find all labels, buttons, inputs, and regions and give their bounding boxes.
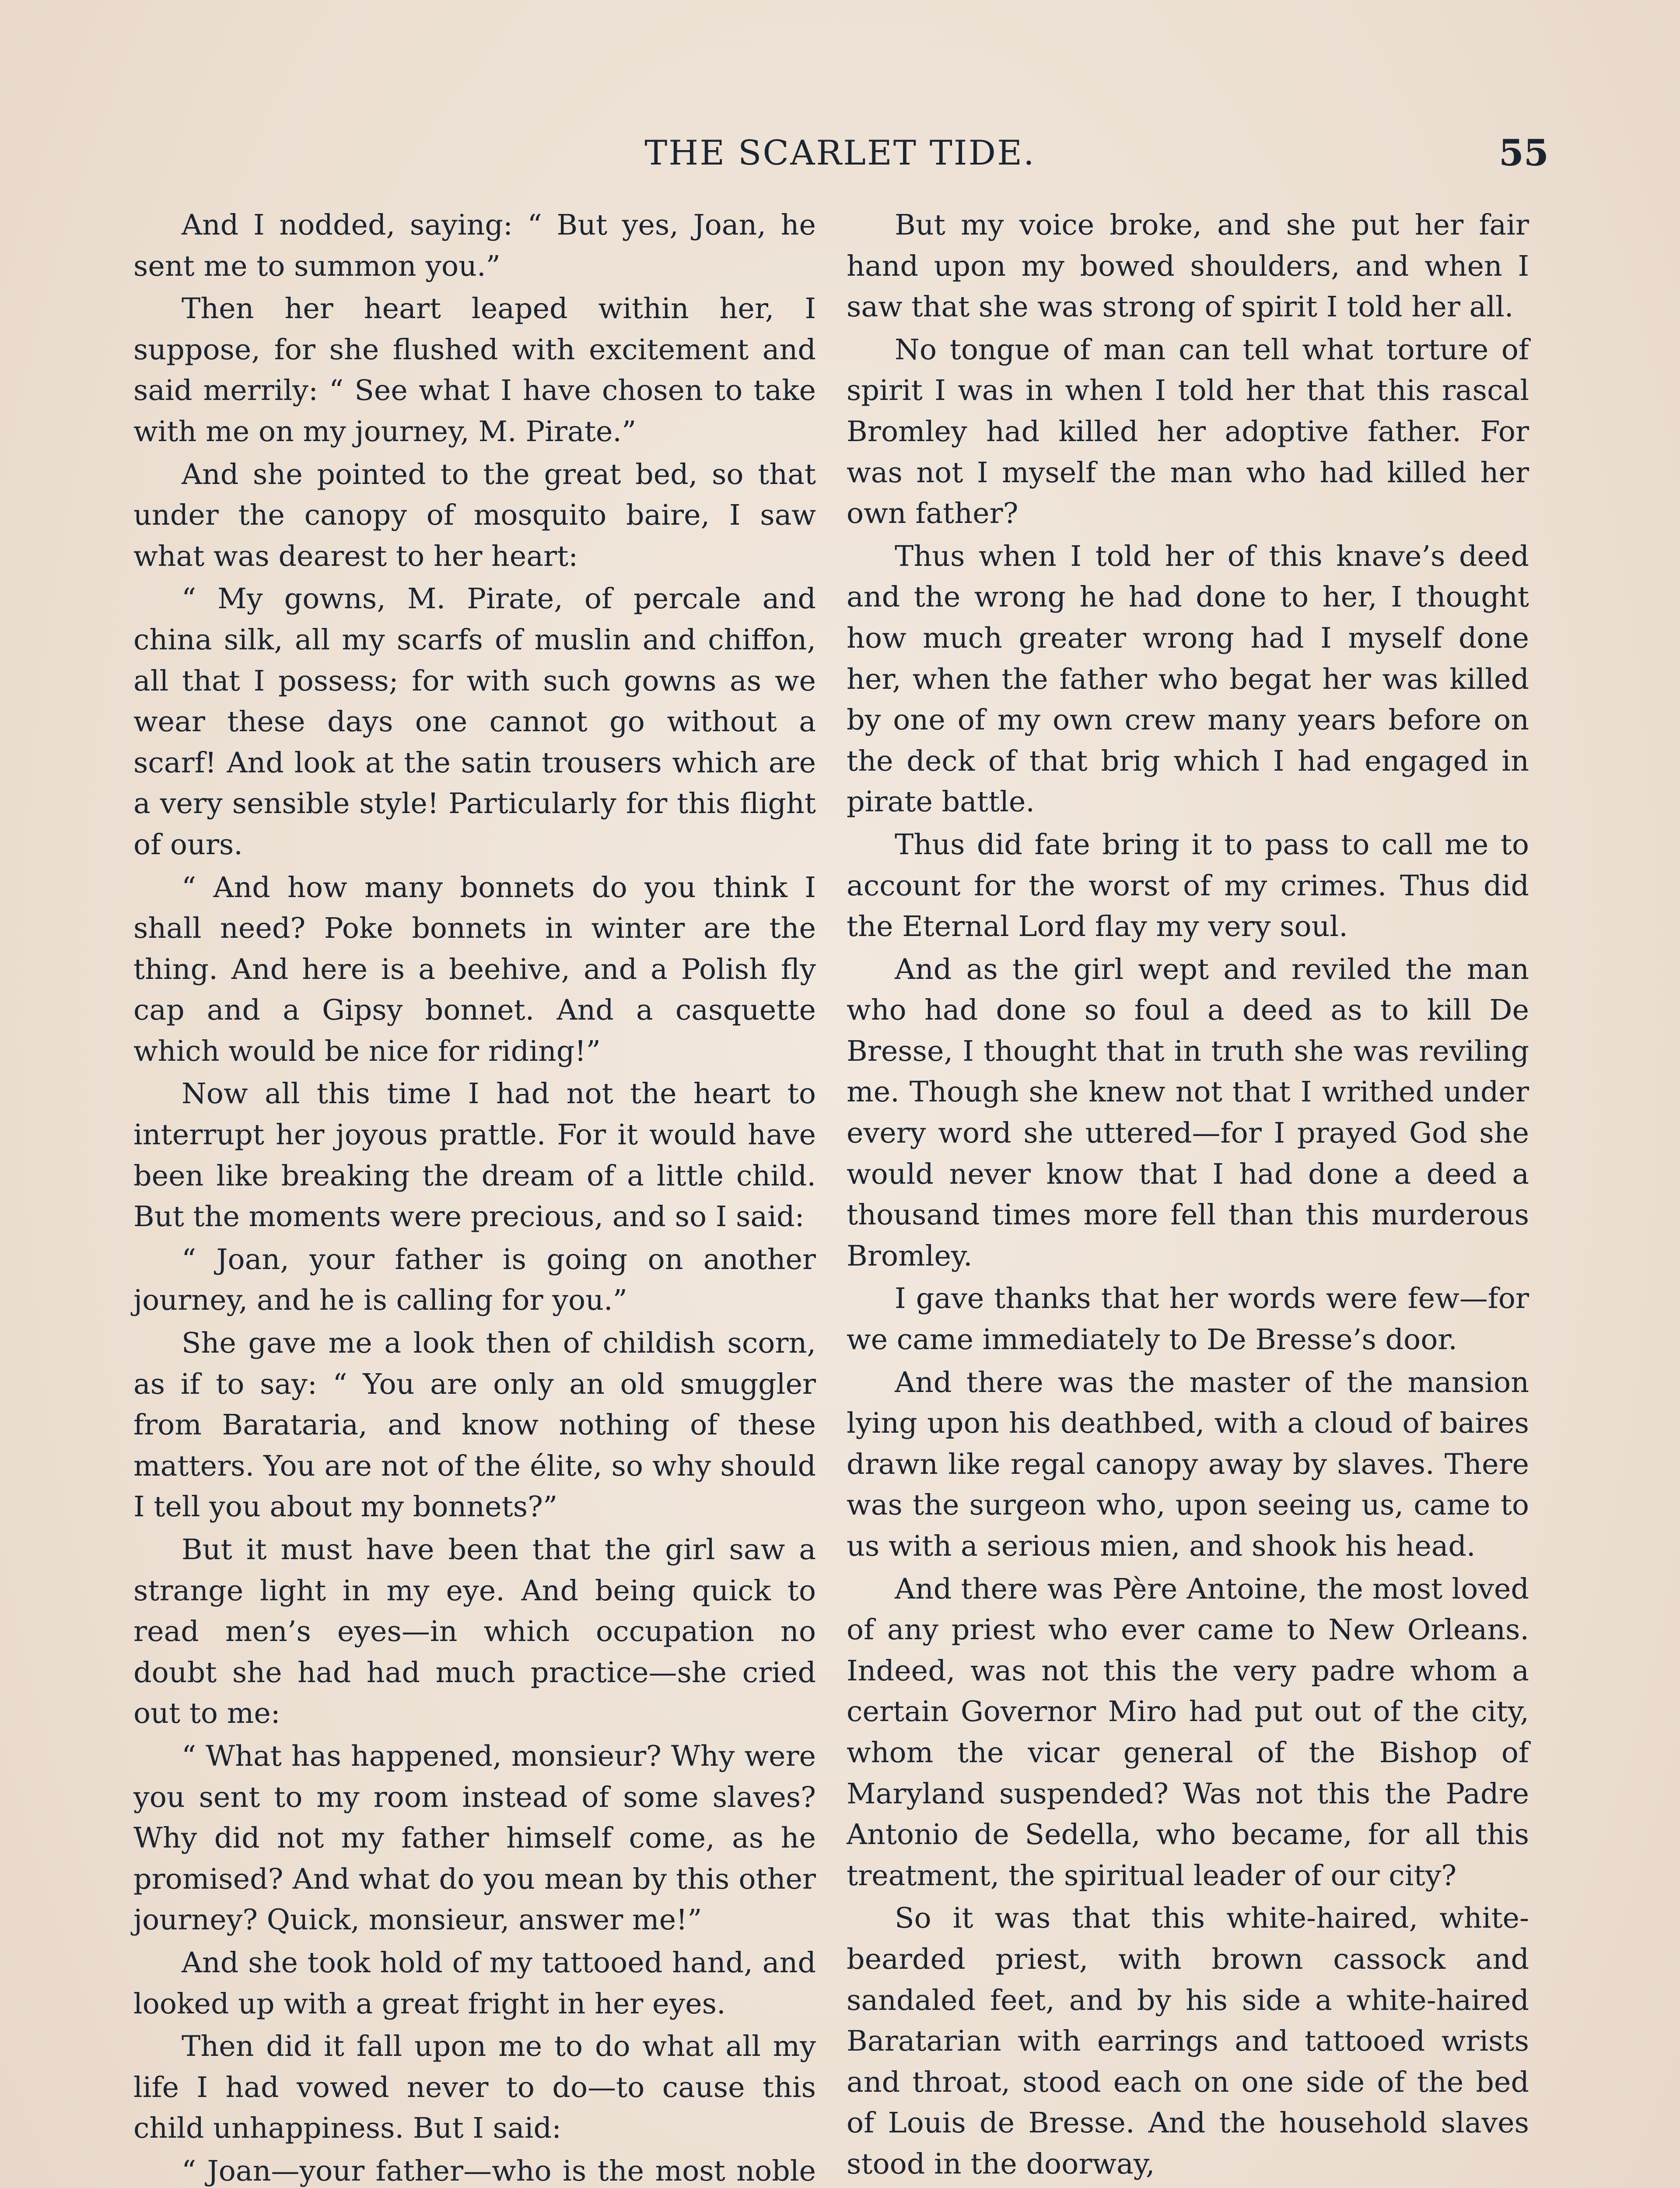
paragraph: Thus when I told her of this knave’s deed and the wrong he had done to her, I thought how much greater wrong had I myself done her, when the father who begat her was killed by one of my own crew many years before on the deck of that brig which I had engaged in pirate battle. [847, 540, 1529, 819]
paragraph: And she took hold of my tattooed hand, and looked up with a great fright in her eyes. [133, 1946, 816, 2020]
right-column [847, 205, 1529, 2187]
paragraph: And there was the master of the mansion lying upon his deathbed, with a cloud of baires drawn like regal canopy away by slaves. There was the surgeon who, upon seeing us, came to us with a serious mien, and shook his head. [847, 1366, 1529, 1563]
paragraph: But my voice broke, and she put her fair hand upon my bowed shoulders, and when I saw that she was strong of spirit I told her all. [847, 209, 1529, 324]
paragraph: And I nodded, saying: “ But yes, Joan, he sent me to summon you.” [133, 209, 816, 283]
paragraph: “ And how many bonnets do you think I shall need? Poke bonnets in winter are the thing. And here is a beehive, and a Polish fly cap and a Gipsy bonnet. And a casquette which would be nice for riding!” [133, 871, 816, 1068]
paragraph: Then did it fall upon me to do what all my life I had vowed never to do—to cause this child unhappiness. But I said: [133, 2030, 816, 2145]
paragraph: “ What has happened, monsieur? Why were you sent to my room instead of some slaves? Why did not my father himself come, as he promised? And what do you mean by this other journey? Quick, monsieur, answer me!” [133, 1739, 816, 1937]
paragraph: I gave thanks that her words were few—for we came immediately to De Bresse’s door. [847, 1282, 1529, 1357]
paragraph: “ My gowns, M. Pirate, of percale and china silk, all my scarfs of muslin and chiffon, all that I possess; for with such gowns as we wear these days one cannot go without a scarf! And look at the satin trousers which are a very sensible style! Particularly for this flight of ours. [133, 582, 816, 861]
left-column [133, 205, 816, 2188]
paragraph: And there was Père Antoine, the most loved of any priest who ever came to New Orleans. Indeed, was not this the very padre whom a certain Governor Miro had put out of the city, whom the vicar general of the Bishop of Maryland suspended? Was not this the Padre Antonio de Sedella, who became, for all this treatment, the spiritual leader of our city? [847, 1572, 1529, 1892]
paragraph: Thus did fate bring it to pass to call me to account for the worst of my crimes. Thus did the Eternal Lord flay my very soul. [847, 828, 1529, 943]
paragraph: But it must have been that the girl saw a strange light in my eye. And being quick to read men’s eyes—in which occupation no doubt she had had much practice—she cried out to me: [133, 1533, 816, 1730]
paragraph: Now all this time I had not the heart to interrupt her joyous prattle. For it would have been like breaking the dream of a little child. But the moments were precious, and so I said: [133, 1077, 816, 1234]
paragraph: Then her heart leaped within her, I suppose, for she flushed with excitement and said merrily: “ See what I have chosen to take with me on my journey, M. Pirate.” [133, 292, 816, 448]
paragraph: “ Joan, your father is going on another journey, and he is calling for you.” [133, 1243, 816, 1317]
paragraph: So it was that this white-haired, white-bearded priest, with brown cassock and sandaled feet, and by his side a white-haired Baratarian with earrings and tattooed wrists and throat, stood each on one side of the bed of Louis de Bresse. And the household slaves stood in the doorway, [847, 1902, 1529, 2181]
running-title: THE SCARLET TIDE. [644, 133, 1036, 173]
paragraph: She gave me a look then of childish scorn, as if to say: “ You are only an old smuggler from Barataria, and know nothing of these matters. You are not of the élite, so why should I tell you about my bonnets?” [133, 1327, 816, 1524]
paragraph: And as the girl wept and reviled the man who had done so foul a deed as to kill De Bresse, I thought that in truth she was reviling me. Though she knew not that I writhed under every word she uttered—for I prayed God she would never know that I had done a deed a thousand times more fell than this murderous Bromley. [847, 953, 1529, 1273]
running-head [131, 127, 1549, 179]
page-number: 55 [1498, 132, 1549, 174]
paragraph: And she pointed to the great bed, so that under the canopy of mosquito baire, I saw what was dearest to her heart: [133, 458, 816, 573]
paragraph: No tongue of man can tell what torture of spirit I was in when I told her that this rascal Bromley had killed her adoptive father. For was not I myself the man who had killed her own father? [847, 333, 1529, 530]
paragraph: “ Joan—your father—who is the most noble [182, 2154, 816, 2188]
